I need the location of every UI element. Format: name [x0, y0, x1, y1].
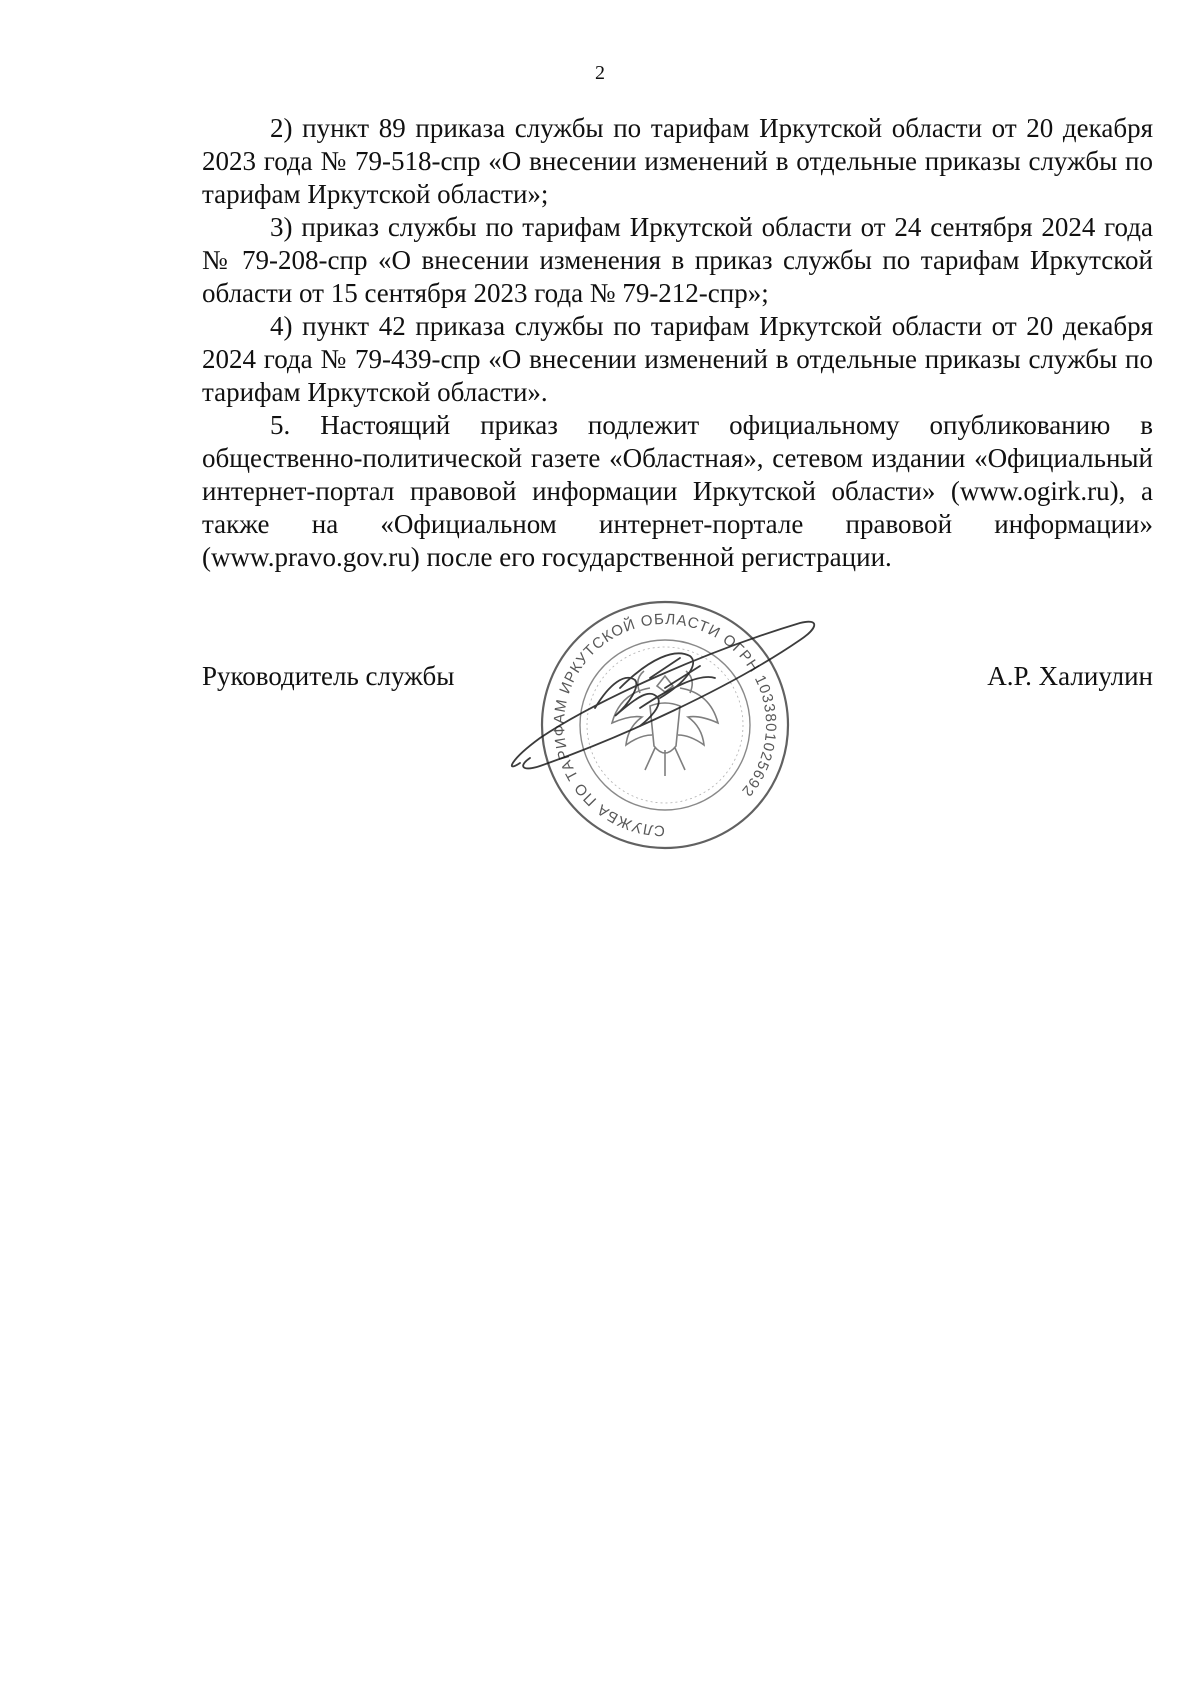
signature-block	[202, 660, 1153, 700]
paragraph-item-4: 4) пункт 42 приказа службы по тарифам Иркутской области от 20 декабря 2024 года № 79-439-спр «О внесении изменений в отдельные приказы службы по тарифам Иркутской области».	[202, 311, 1153, 407]
paragraph-clause-5: 5. Настоящий приказ подлежит официальному опубликованию в общественно-политической газете «Областная», сетевом издании «Официальный интернет-портал правовой информации Иркутской области» (www.ogirk.ru), а также на «Официальном интернет-портале правовой информации» (www.pravo.gov.ru) после его государственной регистрации.	[202, 410, 1153, 572]
paragraph-item-3: 3) приказ службы по тарифам Иркутской области от 24 сентября 2024 года № 79-208-спр «О внесении изменения в приказ службы по тарифам Иркутской области от 15 сентября 2023 года № 79-212-спр»;	[202, 212, 1153, 308]
signer-name: А.Р. Халиулин	[987, 661, 1153, 691]
page-number: 2	[595, 62, 605, 84]
signer-role: Руководитель службы	[202, 661, 455, 691]
document-body	[202, 112, 1153, 574]
handwritten-signature-icon	[500, 588, 830, 858]
stamp-ring-text: СЛУЖБА ПО ТАРИФАМ ИРКУТСКОЙ ОБЛАСТИ ОГРН 1033801025692	[550, 610, 780, 840]
paragraph-item-2: 2) пункт 89 приказа службы по тарифам Иркутской области от 20 декабря 2023 года № 79-518-спр «О внесении изменений в отдельные приказы службы по тарифам Иркутской области»;	[202, 113, 1153, 209]
